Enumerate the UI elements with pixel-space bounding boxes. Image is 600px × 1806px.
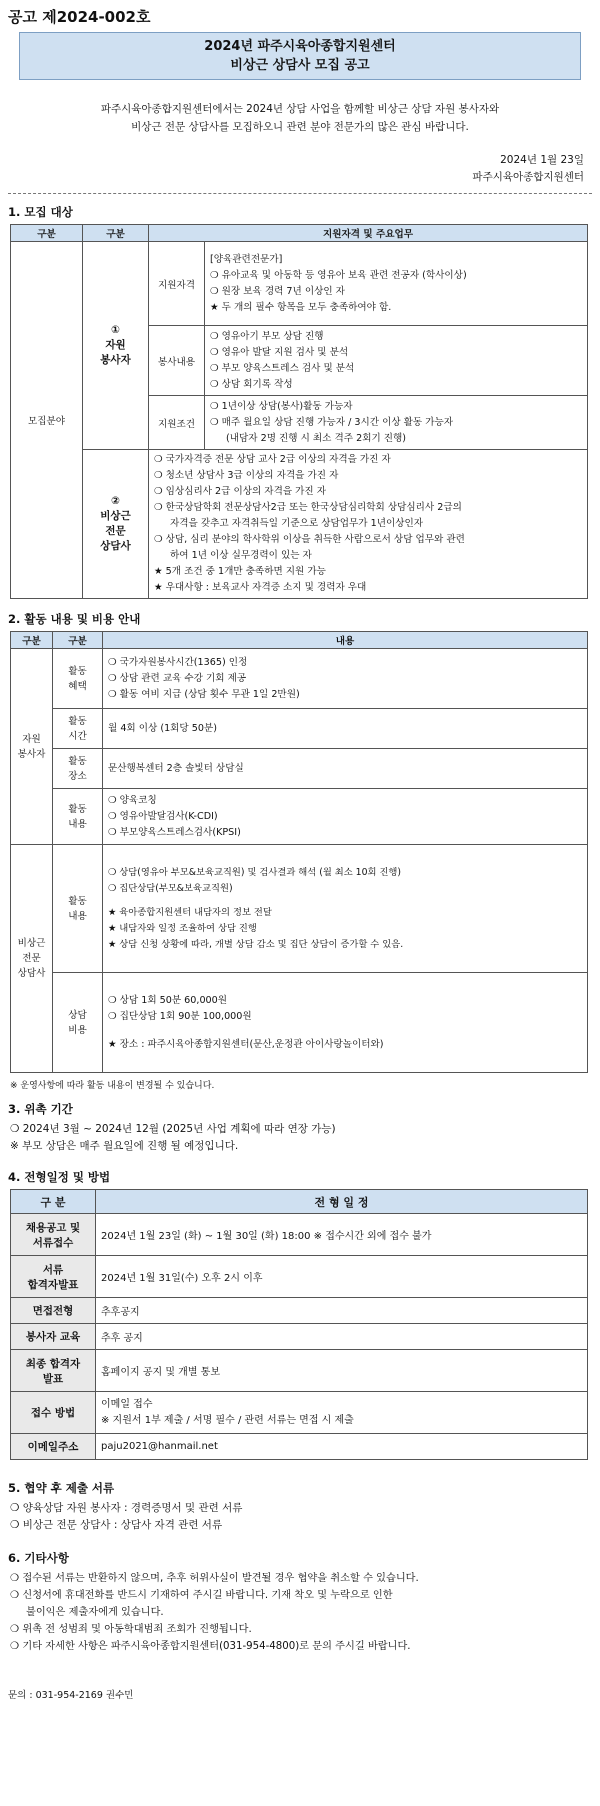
- label-part: 혜택: [68, 680, 87, 692]
- section-4-heading: 4. 전형일정 및 방법: [8, 1170, 111, 1184]
- note-line: ❍ 접수된 서류는 반환하지 않으며, 추후 허위사실이 발견될 경우 협약을 취소할 수 있습니다.: [10, 1573, 419, 1584]
- list-item: ❍ 영유아발달검사(K-CDI): [108, 810, 218, 822]
- volunteer-label-1: 자원: [105, 339, 126, 351]
- recruit-area: 모집분야: [11, 242, 83, 599]
- label-part: 활동: [68, 665, 87, 677]
- list-item: ❍ 한국상담학회 전문상담사2급 또는 한국상담심리학회 상담심리사 2급의: [154, 502, 462, 513]
- list-item: ❍ 활동 여비 지급 (상담 횟수 무관 1일 2만원): [108, 688, 300, 700]
- document-line: ❍ 비상근 전문 상담사 : 상담사 자격 관련 서류: [10, 1519, 223, 1531]
- list-item: ★ 두 개의 필수 항목을 모두 충족하여야 함.: [210, 301, 392, 313]
- time-text: 월 4회 이상 (1회당 50분): [103, 709, 588, 749]
- pro-number: ②: [111, 495, 120, 507]
- list-item: ★ 상담 신청 상황에 따라, 개별 상담 감소 및 집단 상담이 증가할 수 있음.: [108, 938, 404, 950]
- duty-label: 봉사내용: [149, 326, 205, 396]
- recruit-table: [10, 224, 588, 599]
- label-part: 활동: [68, 895, 87, 907]
- pro-qualification-list: [149, 450, 588, 599]
- note-line: ❍ 위촉 전 성범죄 및 아동학대범죄 조회가 진행됩니다.: [10, 1624, 252, 1635]
- group-label: 비상근: [17, 938, 46, 949]
- activity-label: [53, 789, 103, 845]
- date-block: [6, 152, 584, 186]
- header-gubun: 구 분: [11, 1190, 96, 1214]
- row-label: [11, 1256, 96, 1298]
- list-item: 자격을 갖추고 자격취득일 기준으로 상담업무가 1년이상인자: [170, 518, 424, 529]
- list-item: ★ 장소 : 파주시육아종합지원센터(문산,운정관 아이사랑놀이터와): [108, 1038, 384, 1050]
- title-line-1: 2024년 파주시육아종합지원센터: [204, 39, 396, 54]
- list-item: ❍ 집단상담(부모&보육교직원): [108, 882, 233, 894]
- header-content: 내용: [103, 632, 588, 649]
- label-part: 내용: [68, 910, 87, 922]
- list-item: ❍ 상담 1회 50분 60,000원: [108, 994, 228, 1006]
- intro-line-2: 비상근 전문 상담사를 모집하오니 관련 분야 전문가의 많은 관심 바랍니다.: [131, 121, 469, 133]
- qualification-label: 지원자격: [149, 242, 205, 326]
- condition-list: [205, 396, 588, 450]
- volunteer-category: [83, 242, 149, 450]
- place-text: 문산행복센터 2층 솔빛터 상담실: [103, 749, 588, 789]
- document-line: ❍ 양육상담 자원 봉사자 : 경력증명서 및 관련 서류: [10, 1502, 243, 1514]
- final-result-info: 홈페이지 공지 및 개별 통보: [96, 1350, 588, 1392]
- label-part: 활동: [68, 755, 87, 767]
- section-2-heading: 2. 활동 내용 및 비용 안내: [8, 612, 141, 626]
- header-gubun: 구분: [11, 632, 53, 649]
- interview-info: 추후공지: [96, 1298, 588, 1324]
- pro-counselor-category: [83, 450, 149, 599]
- header-schedule: 전 형 일 정: [96, 1190, 588, 1214]
- list-item: ❍ 상담(영유아 부모&보육교직원) 및 검사결과 해석 (월 최소 10회 진행): [108, 866, 402, 878]
- volunteer-label-2: 봉사자: [100, 354, 131, 366]
- appointment-period: [10, 1121, 594, 1155]
- row-label: 이메일주소: [11, 1434, 96, 1460]
- list-item: ❍ 상담 회기록 작성: [210, 378, 293, 390]
- condition-label: 지원조건: [149, 396, 205, 450]
- label-part: 합격자발표: [27, 1278, 79, 1291]
- label-part: 발표: [42, 1372, 64, 1385]
- intro-line-1: 파주시육아종합지원센터에서는 2024년 상담 사업을 함께할 비상근 상담 자원 봉사자와: [100, 103, 500, 115]
- list-item: ❍ 유아교육 및 아동학 등 영유아 보육 관련 전공자 (학사이상): [210, 269, 467, 281]
- group-label: 봉사자: [17, 748, 46, 760]
- list-item: (내담자 2명 진행 시 최소 격주 2회기 진행): [226, 432, 407, 444]
- place-label: [53, 749, 103, 789]
- list-item: ❍ 임상심리사 2급 이상의 자격을 가진 자: [154, 486, 327, 497]
- email-address[interactable]: paju2021@hanmail.net: [96, 1434, 588, 1460]
- duty-list: [205, 326, 588, 396]
- divider: [8, 193, 592, 194]
- label-part: 최종 합격자: [25, 1357, 81, 1370]
- pro-label-3: 상담사: [100, 540, 131, 552]
- benefit-label: [53, 649, 103, 709]
- header-qualification: 지원자격 및 주요업무: [149, 225, 588, 242]
- list-item: ❍ 국가자격증 전문 상담 교사 2급 이상의 자격을 가진 자: [154, 454, 391, 465]
- title-line-2: 비상근 상담사 모집 공고: [230, 58, 370, 73]
- list-item: 하여 1년 이상 실무경력이 있는 자: [170, 550, 312, 561]
- intro: [6, 100, 594, 136]
- organization-name: 파주시육아종합지원센터: [472, 171, 584, 183]
- section-1-heading: 1. 모집 대상: [8, 205, 73, 219]
- list-item: ❍ 영유아 발달 지원 검사 및 분석: [210, 346, 349, 358]
- section-3-heading: 3. 위촉 기간: [8, 1102, 73, 1116]
- contact-info: 문의 : 031-954-2169 권수민: [8, 1690, 134, 1701]
- pro-activity-label: [53, 845, 103, 973]
- list-item: ❍ 양육코칭: [108, 794, 157, 806]
- method-note: ※ 지원서 1부 제출 / 서명 필수 / 관련 서류는 면접 시 제출: [101, 1414, 354, 1426]
- activity-table: [10, 631, 588, 1073]
- list-item: ❍ 상담, 심리 분야의 학사학위 이상을 취득한 사람으로서 상담 업무와 관련: [154, 534, 465, 545]
- row-label: 접수 방법: [11, 1392, 96, 1434]
- list-item: ★ 내담자와 일정 조율하여 상담 진행: [108, 922, 257, 934]
- pro-label-1: 비상근: [100, 510, 131, 522]
- list-item: ❍ 상담 관련 교육 수강 기회 제공: [108, 672, 247, 684]
- notice-date: 2024년 1월 23일: [500, 154, 584, 166]
- list-item: ❍ 1년이상 상담(봉사)활동 가능자: [210, 400, 353, 412]
- row-label: 봉사자 교육: [11, 1324, 96, 1350]
- required-documents: [10, 1500, 594, 1534]
- notice-number: 공고 제2024-002호: [8, 8, 151, 26]
- label-part: 서류: [42, 1263, 64, 1276]
- method-line: 이메일 접수: [101, 1398, 153, 1410]
- group-label: 상담사: [17, 968, 46, 979]
- list-item: ★ 육아종합지원센터 내담자의 정보 전달: [108, 906, 272, 918]
- label-part: 장소: [68, 770, 87, 782]
- activity-list: [103, 789, 588, 845]
- application-method: [96, 1392, 588, 1434]
- note-line: ❍ 신청서에 휴대전화를 반드시 기재하여 주시길 바랍니다. 기재 착오 및 누락으로 인한: [10, 1590, 393, 1601]
- cost-list: [103, 973, 588, 1073]
- other-notes: [10, 1570, 594, 1655]
- list-item: ★ 우대사항 : 보육교사 자격증 소지 및 경력자 우대: [154, 582, 367, 593]
- row-label: 면접전형: [11, 1298, 96, 1324]
- row-label: [11, 1350, 96, 1392]
- schedule-table: [10, 1189, 588, 1460]
- section-6-heading: 6. 기타사항: [8, 1551, 69, 1565]
- benefit-list: [103, 649, 588, 709]
- list-item: ❍ 부모 양육스트레스 검사 및 분석: [210, 362, 355, 374]
- qualification-list: [205, 242, 588, 326]
- header-gubun-2: 구분: [53, 632, 103, 649]
- note-line: ❍ 기타 자세한 사항은 파주시육아종합지원센터(031-954-4800)로 문의 주시길 바랍니다.: [10, 1641, 411, 1652]
- title-box: [19, 32, 581, 80]
- period-note: ※ 부모 상담은 매주 월요일에 진행 될 예정입니다.: [10, 1140, 239, 1152]
- cost-label: [53, 973, 103, 1073]
- header-gubun: 구분: [11, 225, 83, 242]
- pro-group: [11, 845, 53, 1073]
- note-line: 불이익은 제출자에게 있습니다.: [26, 1607, 164, 1618]
- label-part: 채용공고 및: [25, 1221, 81, 1234]
- section-5-heading: 5. 협약 후 제출 서류: [8, 1481, 115, 1495]
- training-info: 추후 공지: [96, 1324, 588, 1350]
- label-part: 시간: [68, 730, 87, 742]
- header-gubun-2: 구분: [83, 225, 149, 242]
- group-label: 전문: [22, 953, 41, 964]
- volunteer-group: [11, 649, 53, 845]
- pro-label-2: 전문: [105, 525, 126, 537]
- label-part: 활동: [68, 715, 87, 727]
- list-item: ❍ 국가자원봉사시간(1365) 인정: [108, 656, 248, 668]
- label-part: 비용: [68, 1024, 87, 1036]
- time-label: [53, 709, 103, 749]
- list-item: ❍ 부모양육스트레스검사(KPSI): [108, 826, 241, 838]
- list-item: ★ 5개 조건 중 1개만 충족하면 지원 가능: [154, 566, 326, 577]
- list-item: ❍ 매주 월요일 상담 진행 가능자 / 3시간 이상 활동 가능자: [210, 416, 454, 428]
- activity-note: ※ 운영사항에 따라 활동 내용이 변경될 수 있습니다.: [10, 1081, 215, 1091]
- notice-page: [6, 6, 594, 1701]
- group-label: 자원: [22, 733, 41, 745]
- label-part: 상담: [68, 1009, 87, 1021]
- label-part: 서류접수: [32, 1236, 74, 1249]
- application-period: 2024년 1월 23일 (화) ~ 1월 30일 (화) 18:00 ※ 접수시간 외에 접수 불가: [96, 1214, 588, 1256]
- row-label: [11, 1214, 96, 1256]
- list-item: ❍ 청소년 상담사 3급 이상의 자격을 가진 자: [154, 470, 339, 481]
- pro-activity-list: [103, 845, 588, 973]
- volunteer-number: ①: [111, 324, 120, 336]
- list-item: ❍ 영유아기 부모 상담 진행: [210, 330, 324, 342]
- period-line: ❍ 2024년 3월 ~ 2024년 12월 (2025년 사업 계획에 따라 연장 가능): [10, 1123, 336, 1135]
- list-item: [양육관련전문가]: [210, 253, 283, 265]
- label-part: 내용: [68, 818, 87, 830]
- list-item: ❍ 원장 보육 경력 7년 이상인 자: [210, 285, 345, 297]
- label-part: 활동: [68, 803, 87, 815]
- list-item: ❍ 집단상담 1회 90분 100,000원: [108, 1010, 252, 1022]
- document-result-date: 2024년 1월 31일(수) 오후 2시 이후: [96, 1256, 588, 1298]
